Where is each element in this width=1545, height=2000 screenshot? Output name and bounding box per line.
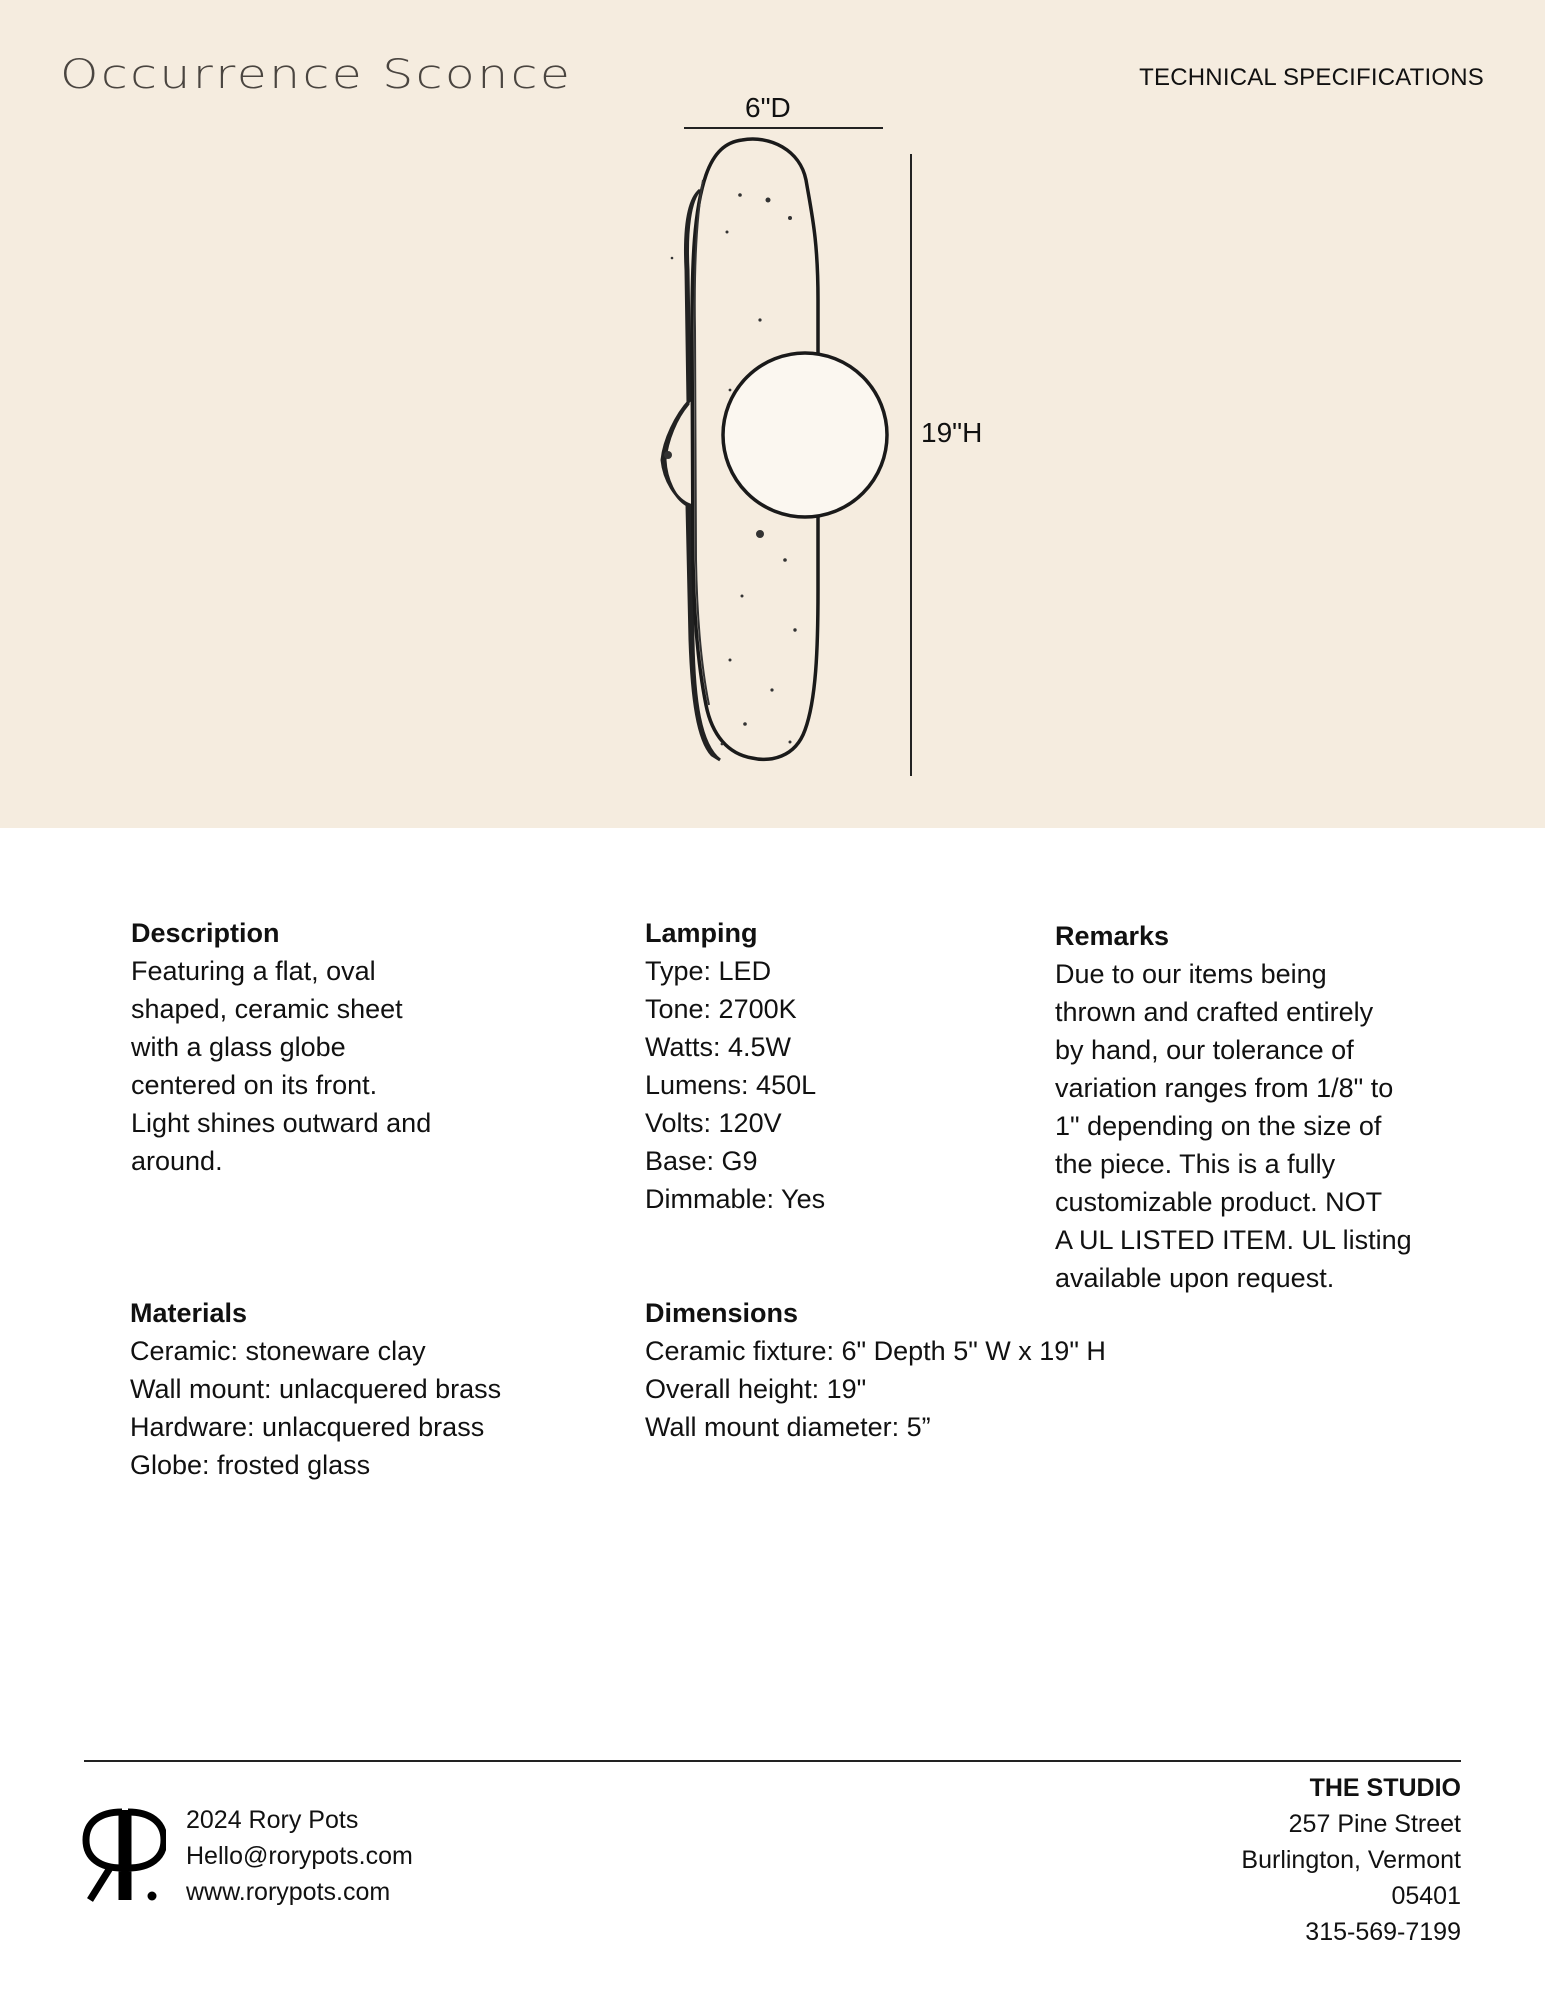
dimensions-heading: Dimensions bbox=[645, 1298, 799, 1328]
copyright-text: 2024 Rory Pots bbox=[186, 1806, 359, 1834]
studio-city: Burlington, Vermont bbox=[1241, 1846, 1461, 1874]
lamping-base: Base: G9 bbox=[645, 1146, 758, 1176]
lamping-type: Type: LED bbox=[645, 956, 772, 986]
description-line: with a glass globe bbox=[131, 1032, 346, 1062]
remarks-line: available upon request. bbox=[1055, 1263, 1335, 1293]
lamping-lumens: Lumens: 450L bbox=[645, 1070, 817, 1100]
description-heading: Description bbox=[131, 918, 280, 948]
remarks-line: the piece. This is a fully bbox=[1055, 1149, 1336, 1179]
studio-street: 257 Pine Street bbox=[1288, 1810, 1461, 1838]
remarks-line: A UL LISTED ITEM. UL listing bbox=[1055, 1225, 1412, 1255]
remarks-line: 1" depending on the size of bbox=[1055, 1111, 1382, 1141]
contact-info bbox=[186, 1802, 413, 1910]
dimensions-section bbox=[645, 1294, 1106, 1446]
description-line: shaped, ceramic sheet bbox=[131, 994, 403, 1024]
footer-divider bbox=[84, 1760, 1461, 1762]
dimensions-overall-height: Overall height: 19" bbox=[645, 1374, 867, 1404]
description-section bbox=[131, 914, 431, 1180]
remarks-line: Due to our items being bbox=[1055, 959, 1327, 989]
website-link[interactable]: www.rorypots.com bbox=[186, 1878, 391, 1906]
lamping-section bbox=[645, 914, 825, 1218]
sconce-drawing bbox=[0, 0, 1545, 828]
description-line: around. bbox=[131, 1146, 223, 1176]
dimensions-fixture: Ceramic fixture: 6" Depth 5" W x 19" H bbox=[645, 1336, 1106, 1366]
lamping-dimmable: Dimmable: Yes bbox=[645, 1184, 826, 1214]
remarks-line: variation ranges from 1/8" to bbox=[1055, 1073, 1394, 1103]
description-line: Featuring a flat, oval bbox=[131, 956, 376, 986]
studio-title: THE STUDIO bbox=[1309, 1774, 1461, 1802]
remarks-line: customizable product. NOT bbox=[1055, 1187, 1383, 1217]
remarks-line: thrown and crafted entirely bbox=[1055, 997, 1374, 1027]
lamping-heading: Lamping bbox=[645, 918, 758, 948]
lamping-tone: Tone: 2700K bbox=[645, 994, 797, 1024]
glass-globe bbox=[723, 353, 887, 517]
materials-wall-mount: Wall mount: unlacquered brass bbox=[130, 1374, 502, 1404]
remarks-heading: Remarks bbox=[1055, 921, 1170, 951]
document-type-label: TECHNICAL SPECIFICATIONS bbox=[1139, 64, 1484, 91]
description-line: centered on its front. bbox=[131, 1070, 378, 1100]
height-dimension-label: 19"H bbox=[921, 417, 983, 448]
product-title: Occurrence Sconce bbox=[60, 52, 573, 98]
depth-dimension-label: 6"D bbox=[745, 92, 791, 123]
remarks-line: by hand, our tolerance of bbox=[1055, 1035, 1354, 1065]
materials-heading: Materials bbox=[130, 1298, 248, 1328]
materials-section bbox=[130, 1294, 501, 1484]
remarks-section bbox=[1055, 917, 1412, 1297]
lamping-volts: Volts: 120V bbox=[645, 1108, 782, 1138]
materials-ceramic: Ceramic: stoneware clay bbox=[130, 1336, 426, 1366]
materials-hardware: Hardware: unlacquered brass bbox=[130, 1412, 485, 1442]
rory-pots-logo bbox=[80, 1804, 166, 1904]
email-link[interactable]: Hello@rorypots.com bbox=[186, 1842, 413, 1870]
materials-globe: Globe: frosted glass bbox=[130, 1450, 371, 1480]
studio-address bbox=[1241, 1770, 1461, 1950]
studio-phone: 315-569-7199 bbox=[1305, 1918, 1461, 1946]
dimensions-wall-mount: Wall mount diameter: 5” bbox=[645, 1412, 931, 1442]
lamping-watts: Watts: 4.5W bbox=[645, 1032, 792, 1062]
description-line: Light shines outward and bbox=[131, 1108, 432, 1138]
studio-zip: 05401 bbox=[1391, 1882, 1461, 1910]
